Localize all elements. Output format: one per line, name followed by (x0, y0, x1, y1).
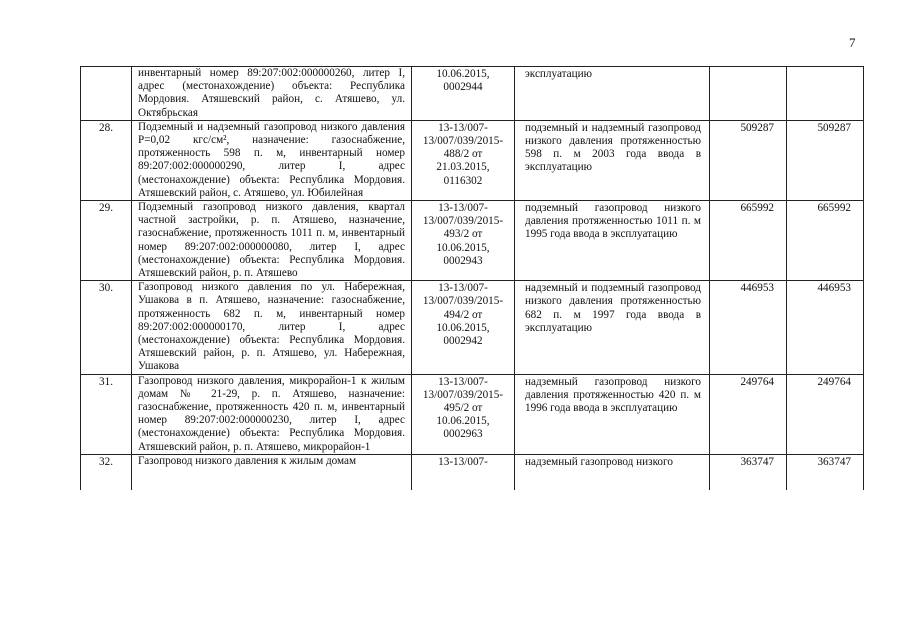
book-value-cell: 249764 (710, 374, 787, 454)
object-description-cell: Газопровод низкого давления по ул. Набережная, Ушакова в п. Атяшево, назначение: газоснабжение, протяженность 682 п. м, инвентарный номер 89:207:002:000000170, литер I, адрес (местонахождение) объекта: Республика Мордовия. Атяшевский район, р. п. Атяшево, ул. Набережная, Ушакова (132, 281, 412, 374)
registration-line: 0002963 (443, 428, 483, 441)
registration-line: 13-13/007- (438, 455, 488, 468)
characteristics-cell: подземный газопровод низкого давления протяженностью 1011 п. м 1995 года ввода в эксплуатацию (515, 201, 710, 281)
registration-line: 10.06.2015, (436, 415, 490, 428)
table-row (81, 374, 864, 454)
book-value-cell: 509287 (710, 120, 787, 200)
table-body (81, 67, 864, 491)
row-number-cell: 29. (81, 201, 132, 281)
object-description-cell: инвентарный номер 89:207:002:000000260, литер I, адрес (местонахождение) объекта: Республика Мордовия. Атяшевский район, с. Атяшево, ул. Октябрьская (132, 67, 412, 121)
table-row (81, 201, 864, 281)
table-row (81, 454, 864, 490)
table-row (81, 67, 864, 121)
registration-cell (412, 120, 515, 200)
residual-value-cell: 446953 (787, 281, 864, 374)
registration-cell (412, 374, 515, 454)
characteristics-cell: надземный и подземный газопровод низкого давления протяженностью 682 п. м 1997 года ввода в эксплуатацию (515, 281, 710, 374)
registration-line: 10.06.2015, (436, 241, 490, 254)
registration-cell (412, 67, 515, 121)
book-value-cell: 363747 (710, 454, 787, 490)
registration-line: 10.06.2015, (436, 321, 490, 334)
object-description-cell: Подземный и надземный газопровод низкого давления P=0,02 кгс/см², назначение: газоснабжение, протяженность 598 п. м, инвентарный номер 89:207:002:000000290, литер I, адрес (местонахождение) объекта: Республика Мордовия. Атяшевский район, с. Атяшево, ул. Юбилейная (132, 120, 412, 200)
table-row (81, 120, 864, 200)
registration-line: 0002944 (443, 81, 483, 94)
registration-line: 0116302 (443, 174, 483, 187)
row-number-cell: 32. (81, 454, 132, 490)
page-number: 7 (849, 35, 856, 50)
object-description-cell: Газопровод низкого давления к жилым домам (132, 454, 412, 490)
residual-value-cell: 249764 (787, 374, 864, 454)
residual-value-cell: 363747 (787, 454, 864, 490)
characteristics-cell: подземный и надземный газопровод низкого давления протяженностью 598 п. м 2003 года ввода в эксплуатацию (515, 120, 710, 200)
row-number-cell: 30. (81, 281, 132, 374)
row-number-cell (81, 67, 132, 121)
registration-line: 13-13/007- (438, 282, 488, 295)
registration-cell (412, 454, 515, 490)
object-description-cell: Газопровод низкого давления, микрорайон-1 к жилым домам № 21-29, р. п. Атяшево, назначение: газоснабжение, протяженность 420 п. м, инвентарный номер 89:207:002:000000230, литер I, адрес (местонахождение) объекта: Республика Мордовия. Атяшевский район, р. п. Атяшево, микрорайон-1 (132, 374, 412, 454)
residual-value-cell: 665992 (787, 201, 864, 281)
registration-line: 13-13/007- (438, 121, 488, 134)
characteristics-cell: эксплуатацию (515, 67, 710, 121)
registration-line: 488/2 от (443, 148, 483, 161)
registration-line: 0002942 (443, 335, 483, 348)
registration-line: 10.06.2015, (436, 68, 490, 80)
characteristics-cell: надземный газопровод низкого (515, 454, 710, 490)
object-description-cell: Подземный газопровод низкого давления, квартал частной застройки, р. п. Атяшево, назначение, газоснабжение, протяженность 1011 п. м, инвентарный номер 89:207:002:000000080, литер I, адрес (местонахождение) объекта: Республика Мордовия. Атяшевский район, р. п. Атяшево (132, 201, 412, 281)
registration-line: 13/007/039/2015- (422, 388, 504, 401)
registration-line: 13-13/007- (438, 375, 488, 388)
registration-line: 13/007/039/2015- (422, 135, 504, 148)
book-value-cell (710, 67, 787, 121)
characteristics-cell: надземный газопровод низкого давления протяженностью 420 п. м 1996 года ввода в эксплуатацию (515, 374, 710, 454)
registration-line: 495/2 от (443, 402, 483, 415)
book-value-cell: 446953 (710, 281, 787, 374)
book-value-cell: 665992 (710, 201, 787, 281)
registration-line: 21.03.2015, (436, 161, 490, 174)
registration-cell (412, 201, 515, 281)
row-number-cell: 28. (81, 120, 132, 200)
registration-line: 494/2 от (443, 308, 483, 321)
registration-line: 13/007/039/2015- (422, 215, 504, 228)
registration-cell (412, 281, 515, 374)
residual-value-cell (787, 67, 864, 121)
property-table (80, 66, 864, 490)
registration-line: 493/2 от (443, 228, 483, 241)
registration-line: 13/007/039/2015- (422, 295, 504, 308)
registration-line: 0002943 (443, 254, 483, 267)
table-row (81, 281, 864, 374)
residual-value-cell: 509287 (787, 120, 864, 200)
row-number-cell: 31. (81, 374, 132, 454)
registration-line: 13-13/007- (438, 202, 488, 215)
